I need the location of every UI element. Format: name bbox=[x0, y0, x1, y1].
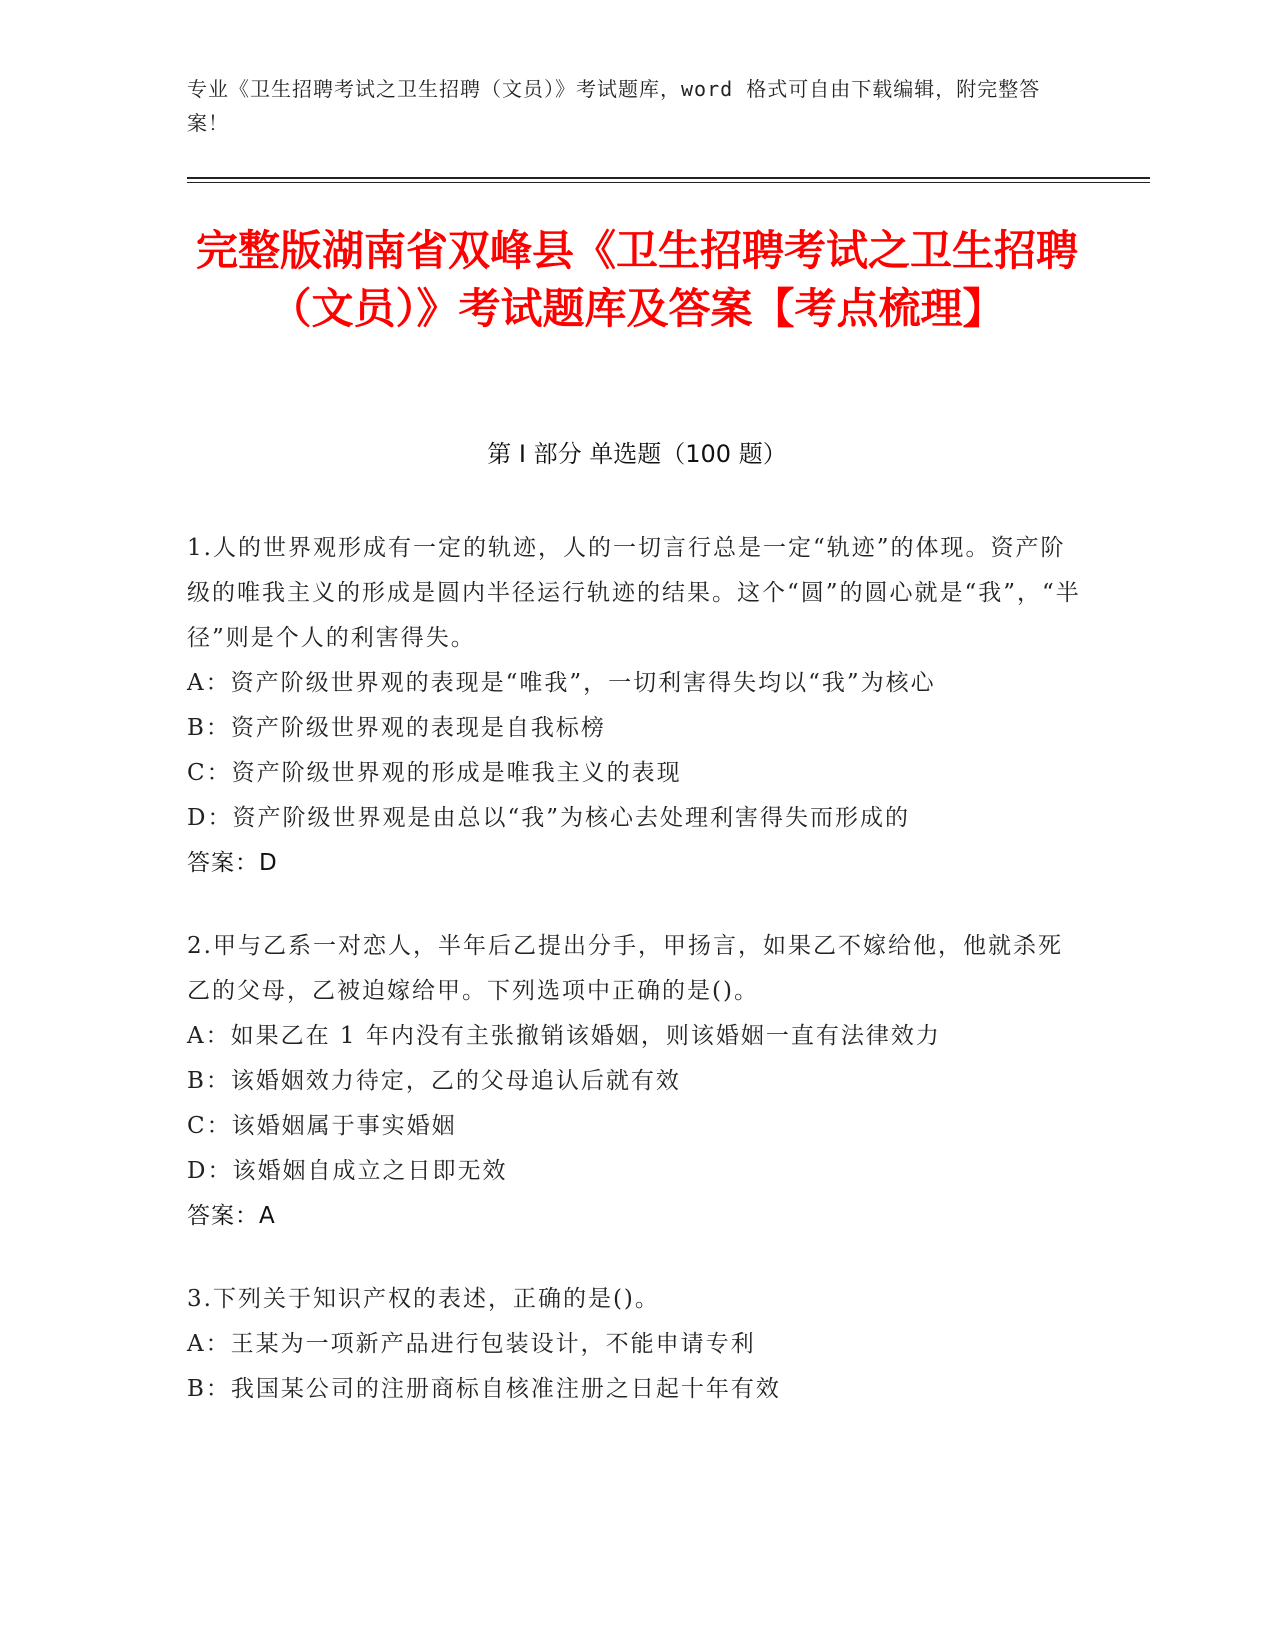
option-c: C：资产阶级世界观的形成是唯我主义的表现 bbox=[187, 760, 682, 786]
answer: 答案：A bbox=[187, 1203, 276, 1229]
option-b: B：资产阶级世界观的表现是自我标榜 bbox=[187, 715, 606, 741]
option-d: D：资产阶级世界观是由总以“我”为核心去处理利害得失而形成的 bbox=[187, 805, 910, 831]
option-d: D：该婚姻自成立之日即无效 bbox=[187, 1158, 508, 1184]
question-stem: 1.人的世界观形成有一定的轨迹，人的一切言行总是一定“轨迹”的体现。资产阶级的唯我主义的形成是圆内半径运行轨迹的结果。这个“圆”的圆心就是“我”，“半径”则是个人的利害得失。 bbox=[187, 535, 1081, 651]
section-heading: 第 I 部分 单选题（100 题） bbox=[487, 440, 787, 468]
header-divider bbox=[187, 177, 1150, 179]
option-c: C：该婚姻属于事实婚姻 bbox=[187, 1113, 457, 1139]
question-2 bbox=[187, 924, 1087, 1239]
option-b: B：该婚姻效力待定，乙的父母追认后就有效 bbox=[187, 1068, 681, 1094]
question-1 bbox=[187, 526, 1087, 886]
option-b: B：我国某公司的注册商标自核准注册之日起十年有效 bbox=[187, 1376, 781, 1402]
question-stem: 2.甲与乙系一对恋人，半年后乙提出分手，甲扬言，如果乙不嫁给他，他就杀死乙的父母，乙被迫嫁给甲。下列选项中正确的是()。 bbox=[187, 933, 1063, 1004]
question-3 bbox=[187, 1277, 1087, 1412]
document-title: 完整版湖南省双峰县《卫生招聘考试之卫生招聘（文员）》考试题库及答案【考点梳理】 bbox=[195, 226, 1078, 333]
option-a: A：王某为一项新产品进行包装设计，不能申请专利 bbox=[187, 1331, 756, 1357]
header-note: 专业《卫生招聘考试之卫生招聘（文员）》考试题库，word 格式可自由下载编辑，附完整答案！ bbox=[187, 77, 1041, 135]
question-list bbox=[187, 526, 1087, 1450]
answer: 答案：D bbox=[187, 850, 278, 876]
option-a: A：如果乙在 1 年内没有主张撤销该婚姻，则该婚姻一直有法律效力 bbox=[187, 1023, 941, 1049]
header-divider-thin bbox=[187, 182, 1150, 183]
option-a: A：资产阶级世界观的表现是“唯我”，一切利害得失均以“我”为核心 bbox=[187, 670, 936, 696]
question-stem: 3.下列关于知识产权的表述，正确的是()。 bbox=[187, 1286, 660, 1312]
